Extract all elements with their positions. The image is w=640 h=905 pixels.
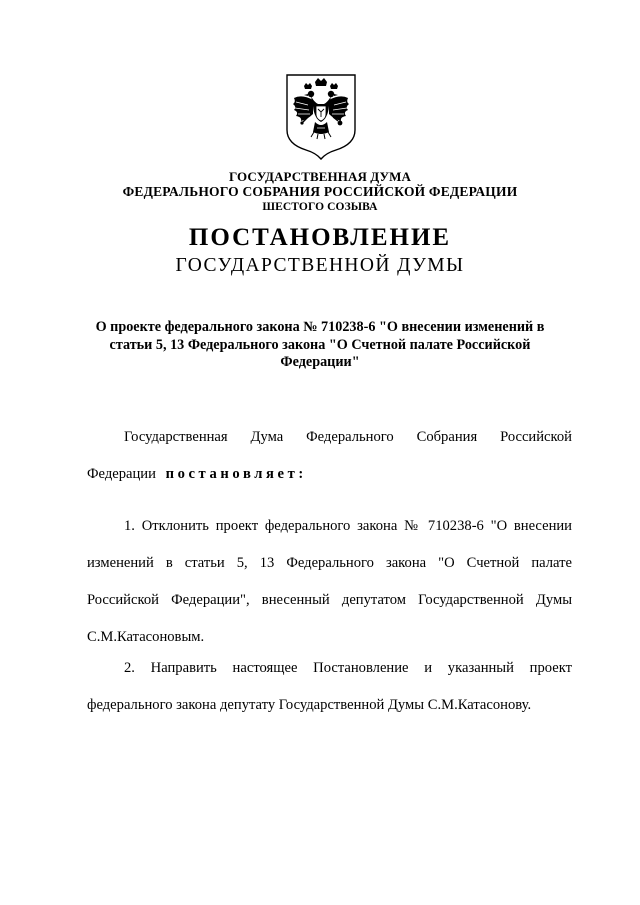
org-name-line-1: ГОСУДАРСТВЕННАЯ ДУМА bbox=[228, 169, 412, 184]
item-1-line-4: С.М.Катасоновым. bbox=[87, 629, 205, 645]
item-1-line-1: 1. Отклонить проект федерального закона № 710238-6 "О внесении bbox=[124, 518, 572, 534]
item-2-line-2: федерального закона депутату Государственной Думы С.М.Катасонову. bbox=[87, 697, 532, 713]
document-type-title: ПОСТАНОВЛЕНИЕ bbox=[188, 224, 452, 251]
subject-line-3: Федерации" bbox=[280, 354, 360, 370]
preamble-line-1: Государственная Дума Федерального Собрания Российской bbox=[124, 429, 572, 445]
convocation-line: ШЕСТОГО СОЗЫВА bbox=[262, 201, 378, 213]
item-2-line-1: 2. Направить настоящее Постановление и указанный проект bbox=[124, 660, 572, 676]
document-issuer-subtitle: ГОСУДАРСТВЕННОЙ ДУМЫ bbox=[175, 255, 465, 276]
org-name-line-2: ФЕДЕРАЛЬНОГО СОБРАНИЯ РОССИЙСКОЙ ФЕДЕРАЦИИ bbox=[122, 184, 518, 199]
preamble-federation-text: Федерации bbox=[87, 466, 156, 482]
resolution-subject bbox=[80, 319, 560, 372]
decree-verb: постановляет: bbox=[165, 466, 307, 482]
subject-line-2: статьи 5, 13 Федерального закона "О Счетной палате Российской bbox=[109, 336, 531, 353]
preamble-line-2 bbox=[87, 466, 572, 483]
subject-line-1: О проекте федерального закона № 710238-6 "О внесении изменений в bbox=[95, 319, 545, 335]
coat-of-arms-emblem-icon bbox=[284, 72, 358, 160]
item-1-line-3: Российской Федерации", внесенный депутатом Государственной Думы bbox=[87, 592, 572, 608]
item-1-line-2: изменений в статьи 5, 13 Федерального закона "О Счетной палате bbox=[87, 555, 572, 571]
